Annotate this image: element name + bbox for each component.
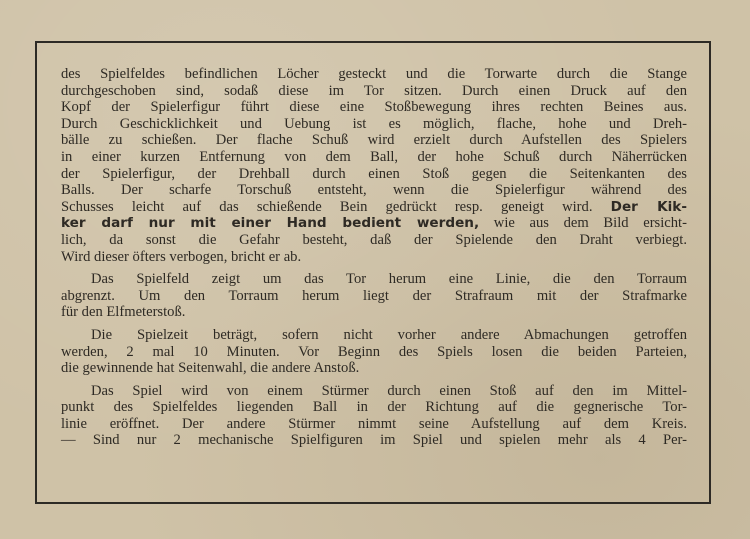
text-line: Die Spielzeit beträgt, sofern nicht vorher andere Abmachungen getroffen xyxy=(91,326,687,343)
text-line: des Spielfeldes befindlichen Löcher gesteckt und die Torwarte durch die Stange xyxy=(61,66,687,82)
text-line: Wird dieser öfters verbogen, bricht er ab. xyxy=(61,248,302,265)
paragraph-kicking-technique xyxy=(61,66,687,265)
text-line: bälle zu schießen. Der flache Schuß wird erzielt durch Aufstellen des Spielers xyxy=(61,132,687,149)
text-line: Balls. Der scharfe Torschuß entsteht, wenn die Spielerfigur während des xyxy=(61,182,687,199)
text-line xyxy=(61,215,687,232)
text-line: Kopf der Spielerfigur führt diese eine Stoßbewegung ihres rechten Beines aus. xyxy=(61,99,687,116)
text-line: Durch Geschicklichkeit und Uebung ist es möglich, flache, hohe und Dreh- xyxy=(61,115,687,132)
text-line: werden, 2 mal 10 Minuten. Vor Beginn des Spiels losen die beiden Parteien, xyxy=(61,343,687,360)
body-text xyxy=(61,66,687,449)
text-line: durchgeschoben sind, sodaß diese im Tor sitzen. Durch einen Druck auf den xyxy=(61,82,687,99)
text-line: die gewinnende hat Seitenwahl, die andere Anstoß. xyxy=(61,360,360,377)
bold-emphasis: Der Kik- xyxy=(610,198,687,215)
text-line: punkt des Spielfeldes liegenden Ball in der Richtung auf die gegnerische Tor- xyxy=(61,399,687,416)
text-line: abgrenzt. Um den Torraum herum liegt der Strafraum mit der Strafmarke xyxy=(61,287,687,304)
text-line: linie eröffnet. Der andere Stürmer nimmt seine Aufstellung auf dem Kreis. xyxy=(61,415,687,432)
text-segment: Schusses leicht auf das schießende Bein gedrückt resp. geneigt wird. xyxy=(61,198,593,215)
text-line xyxy=(61,199,687,216)
paragraph-playing-time xyxy=(61,327,687,377)
text-segment: wie aus dem Bild ersicht- xyxy=(493,215,687,232)
text-line: Das Spielfeld zeigt um das Tor herum eine Linie, die den Torraum xyxy=(91,271,687,288)
text-line: Das Spiel wird von einem Stürmer durch einen Stoß auf den im Mittel- xyxy=(91,382,687,399)
text-line: lich, da sonst die Gefahr besteht, daß der Spielende den Draht verbiegt. xyxy=(61,231,687,248)
text-line: für den Elfmeterstoß. xyxy=(61,304,186,321)
paragraph-playing-field xyxy=(61,271,687,321)
bold-emphasis: ker darf nur mit einer Hand bedient werden, xyxy=(61,215,480,232)
text-line: — Sind nur 2 mechanische Spielfiguren im Spiel und spielen mehr als 4 Per- xyxy=(61,432,687,449)
text-line: der Spielerfigur, der Drehball durch einen Stoß gegen die Seitenkanten des xyxy=(61,165,687,182)
paragraph-kickoff xyxy=(61,383,687,449)
text-line: in einer kurzen Entfernung von dem Ball, der hohe Schuß durch Näherrücken xyxy=(61,148,687,165)
